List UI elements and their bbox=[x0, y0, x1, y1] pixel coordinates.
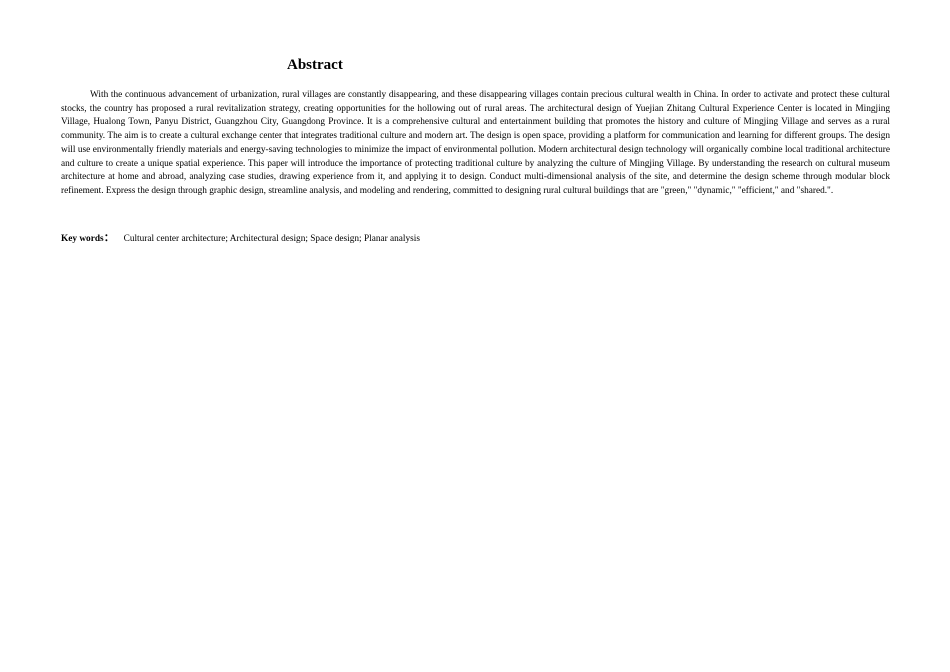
keywords-colon: ： bbox=[103, 230, 116, 244]
keywords-value: Cultural center architecture; Architectural design; Space design; Planar analysis bbox=[123, 234, 420, 244]
keywords-line bbox=[61, 230, 420, 246]
abstract-title: Abstract bbox=[287, 57, 343, 73]
abstract-body: With the continuous advancement of urbanization, rural villages are constantly disappearing, and these disappearing villages contain precious cultural wealth in China. In order to activate and protect these cultural stocks, the country has proposed a rural revitalization strategy, creating opportunities for the hollowing out of rural areas. The architectural design of Yuejian Zhitang Cultural Experience Center is located in Mingjing Village, Hualong Town, Panyu District, Guangzhou City, Guangdong Province. It is a comprehensive cultural and entertainment building that promotes the history and culture of Mingjing Village and serves as a rural community. The aim is to create a cultural exchange center that integrates traditional culture and modern art. The design is open space, providing a platform for communication and learning for different groups. The design will use environmentally friendly materials and energy-saving technologies to minimize the impact of environmental pollution. Modern architectural design technology will organically combine local traditional architecture and culture to create a unique spatial experience. This paper will introduce the importance of protecting traditional culture by analyzing the culture of Mingjing Village. By understanding the research on cultural museum architecture at home and abroad, analyzing case studies, drawing experience from it, and applying it to design. Conduct multi-dimensional analysis of the site, and determine the design scheme through modular block refinement. Express the design through graphic design, streamline analysis, and modeling and rendering, committed to designing rural cultural buildings that are "green," "dynamic," "efficient," and "shared.". bbox=[61, 90, 890, 196]
keywords-label: Key words bbox=[61, 234, 104, 244]
